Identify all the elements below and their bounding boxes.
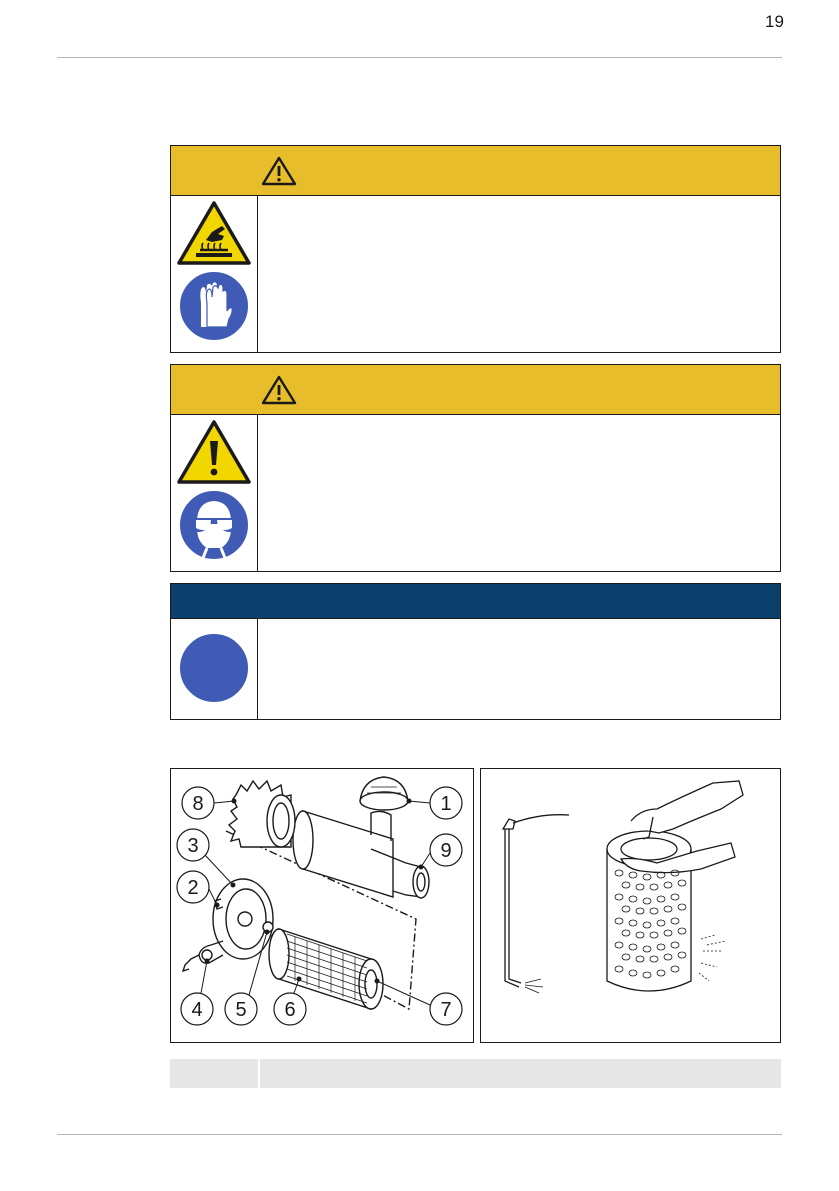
notice-icon-column [171, 619, 258, 720]
callout-2 [177, 871, 220, 908]
callout-9 [419, 834, 463, 870]
notice-icon-column [171, 415, 258, 572]
compressed-air-gun [503, 819, 515, 829]
caution-notice-hot-surface [170, 145, 781, 353]
svg-text:3: 3 [187, 835, 199, 857]
svg-text:1: 1 [440, 793, 452, 815]
callout-4 [181, 959, 213, 1026]
caution-notice-header [171, 146, 780, 196]
svg-text:2: 2 [187, 877, 199, 899]
caution-notice-eye-protection [170, 364, 781, 572]
notice-icon-column [171, 196, 258, 353]
callout-7 [375, 979, 463, 1026]
svg-text:9: 9 [440, 840, 452, 862]
general-warning-icon [176, 419, 252, 485]
svg-text:4: 4 [191, 999, 203, 1021]
hands [631, 781, 743, 833]
svg-text:5: 5 [235, 999, 247, 1021]
filter-housing [303, 811, 393, 897]
caption-divider [258, 1059, 260, 1088]
caution-notice-header [171, 365, 780, 415]
exploded-filter-figure [170, 768, 474, 1043]
figure-caption [170, 1059, 781, 1088]
svg-text:6: 6 [284, 999, 296, 1021]
info-notice-body [171, 619, 780, 720]
header-rule [57, 57, 782, 58]
info-notice [170, 583, 781, 720]
callout-8 [182, 787, 237, 819]
footer-rule [57, 1134, 782, 1135]
cleaning-figure [480, 768, 781, 1043]
warning-triangle-icon [261, 375, 297, 405]
warning-triangle-icon [261, 156, 297, 186]
wear-eye-protection-icon [177, 488, 251, 562]
perforation-pattern [615, 870, 686, 978]
svg-text:7: 7 [440, 999, 452, 1021]
info-notice-header [171, 584, 780, 619]
callout-1 [407, 787, 463, 819]
pressure-gauge [360, 792, 408, 810]
end-cover [213, 879, 273, 959]
caution-notice-body [171, 415, 780, 572]
page-number: 19 [765, 12, 784, 31]
caution-notice-body [171, 196, 780, 353]
svg-text:8: 8 [192, 793, 204, 815]
wear-gloves-icon [177, 269, 251, 343]
hot-surface-warning-icon [176, 200, 252, 266]
info-circle-icon [177, 631, 251, 705]
